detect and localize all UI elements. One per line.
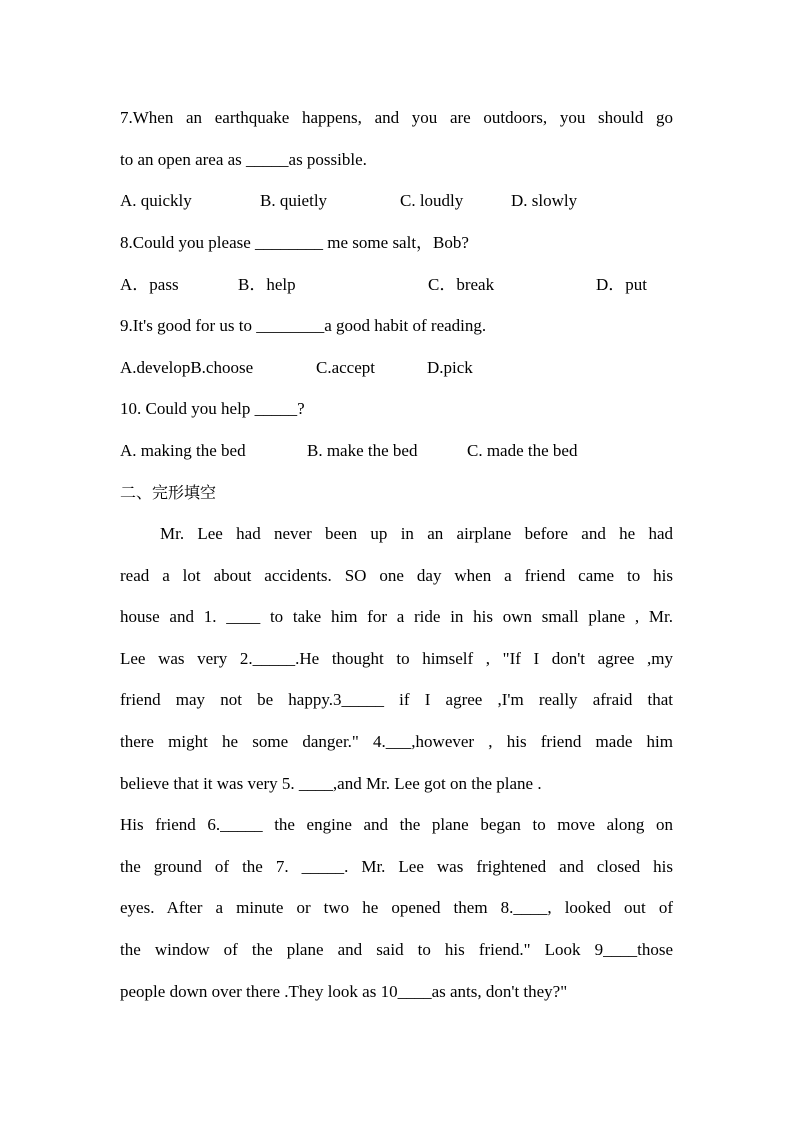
- q10-option-b: B. make the bed: [307, 441, 418, 460]
- q8-option-a: A．pass: [120, 275, 179, 294]
- q7-option-a: A. quickly: [120, 191, 192, 210]
- q7-option-d: D. slowly: [511, 191, 578, 210]
- q8-option-b: B．help: [238, 275, 296, 294]
- q10-stem: 10. Could you help _____?: [120, 399, 305, 418]
- passage-line: the window of the plane and said to his friend." Look 9____those: [120, 940, 673, 959]
- passage-line: there might he some danger." 4.___,however , his friend made him: [120, 732, 673, 751]
- passage-line: Lee was very 2._____.He thought to himself , "If I don't agree ,my: [120, 649, 673, 668]
- q7-option-b: B. quietly: [260, 191, 328, 210]
- passage-line: believe that it was very 5. ____,and Mr. Lee got on the plane .: [120, 774, 542, 793]
- q7-stem-line1: 7.When an earthquake happens, and you are outdoors, you should go: [120, 108, 673, 127]
- passage-line: people down over there .They look as 10____as ants, don't they?": [120, 982, 568, 1001]
- q9-option-a-b: A.developB.choose: [120, 358, 254, 377]
- passage-line: read a lot about accidents. SO one day when a friend came to his: [120, 566, 673, 585]
- passage-line: house and 1. ____ to take him for a ride in his own small plane , Mr.: [120, 607, 673, 626]
- passage-line: friend may not be happy.3_____ if I agree ,I'm really afraid that: [120, 690, 673, 709]
- q8-stem: 8.Could you please ________ me some salt，Bob?: [120, 233, 469, 252]
- q7-stem-line2: to an open area as _____as possible.: [120, 150, 367, 169]
- q9-option-d: D.pick: [427, 358, 473, 377]
- q10-option-a: A. making the bed: [120, 441, 246, 460]
- q8-option-d: D．put: [596, 275, 647, 294]
- passage-line: the ground of the 7. _____. Mr. Lee was frightened and closed his: [120, 857, 673, 876]
- q9-stem: 9.It's good for us to ________a good habit of reading.: [120, 316, 487, 335]
- q10-option-c: C. made the bed: [467, 441, 578, 460]
- q9-option-c: C.accept: [316, 358, 375, 377]
- passage-line: Mr. Lee had never been up in an airplane before and he had: [160, 524, 673, 543]
- section-heading: 二、完形填空: [120, 483, 217, 502]
- q8-option-c: C．break: [428, 275, 495, 294]
- passage-line: eyes. After a minute or two he opened them 8.____, looked out of: [120, 898, 673, 917]
- q7-option-c: C. loudly: [400, 191, 464, 210]
- passage-line: His friend 6._____ the engine and the plane began to move along on: [120, 815, 673, 834]
